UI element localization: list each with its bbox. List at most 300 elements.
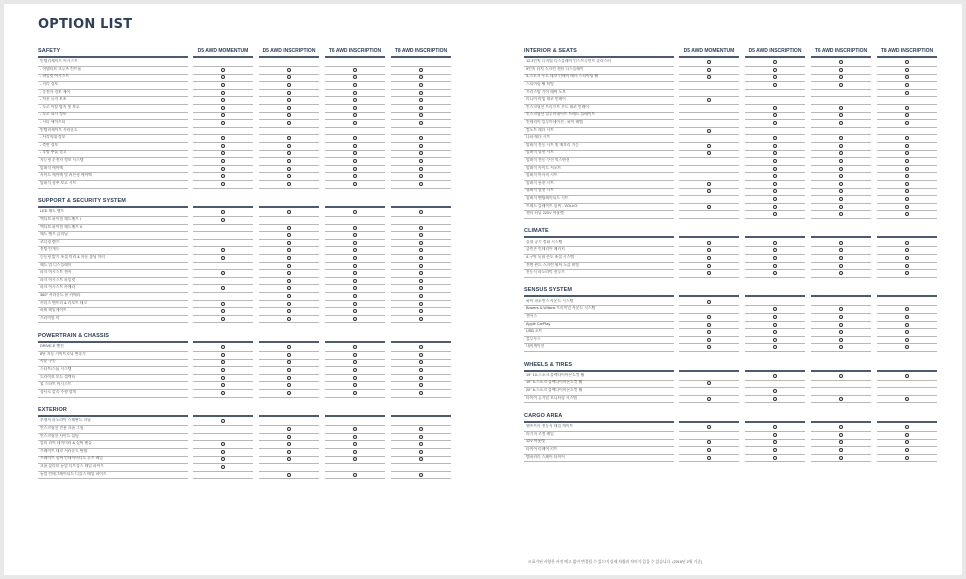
option-label: 블루투스 [526, 336, 541, 341]
standard-option-circle-icon [287, 83, 291, 87]
standard-option-circle-icon [905, 113, 909, 117]
standard-option-circle-icon [773, 144, 777, 148]
standard-option-circle-icon [839, 307, 843, 311]
rule-segment [391, 415, 451, 417]
row-divider [877, 328, 937, 329]
standard-option-circle-icon [353, 98, 357, 102]
standard-option-circle-icon [353, 360, 357, 364]
footnote: ※표기된 사양은 사전 예고 없이 변경될 수 있으며 실제 차량과 차이가 있을 수 있습니다. (2016년 2월 기준) [528, 560, 703, 564]
standard-option-circle-icon [419, 286, 423, 290]
standard-option-circle-icon [905, 151, 909, 155]
row-divider [193, 425, 253, 426]
row-divider [259, 66, 319, 67]
option-label: LED 헤드 램프 [40, 209, 65, 214]
standard-option-circle-icon [221, 83, 225, 87]
standard-option-circle-icon [707, 264, 711, 268]
row-divider [745, 254, 805, 255]
rule-segment [811, 370, 871, 372]
row-divider [325, 284, 385, 285]
standard-option-circle-icon [353, 233, 357, 237]
standard-option-circle-icon [287, 383, 291, 387]
row-divider [391, 246, 451, 247]
row-divider [391, 188, 451, 189]
row-divider [811, 172, 871, 173]
standard-option-circle-icon [221, 75, 225, 79]
standard-option-circle-icon [287, 113, 291, 117]
row-divider [877, 210, 937, 211]
row-divider [259, 277, 319, 278]
section-title: SAFETY [38, 48, 61, 54]
row-divider [679, 165, 739, 166]
section-title: CLIMATE [524, 228, 549, 235]
option-label: 12.3인치 디지털 디스플레이 인스트루먼트 클러스터 [526, 59, 611, 64]
standard-option-circle-icon [221, 419, 225, 423]
standard-option-circle-icon [839, 83, 843, 87]
standard-option-circle-icon [221, 368, 225, 372]
row-divider [745, 380, 805, 381]
row-divider [259, 231, 319, 232]
row-divider [745, 119, 805, 120]
option-label: 타이어 리페어 키트 [526, 447, 558, 452]
row-divider [325, 231, 385, 232]
row-divider [259, 478, 319, 479]
standard-option-circle-icon [287, 174, 291, 178]
row-divider [391, 81, 451, 82]
row-divider [391, 262, 451, 263]
option-label: 인스크립션 사이드 몰딩 [40, 433, 79, 438]
row-divider [259, 269, 319, 270]
row-divider [391, 104, 451, 105]
row-divider [38, 188, 188, 189]
row-divider [877, 343, 937, 344]
standard-option-circle-icon [353, 226, 357, 230]
row-divider [391, 254, 451, 255]
row-divider [193, 366, 253, 367]
standard-option-circle-icon [221, 159, 225, 163]
row-divider [391, 322, 451, 323]
standard-option-circle-icon [905, 248, 909, 252]
option-label: 핸즈프리 전동식 테일 게이트 [526, 424, 574, 429]
row-divider [679, 112, 739, 113]
row-divider [391, 366, 451, 367]
standard-option-circle-icon [353, 353, 357, 357]
standard-option-circle-icon [221, 302, 225, 306]
option-label: Bowers & Wilkins 프리미엄 사운드 시스템 [526, 306, 596, 311]
standard-option-circle-icon [353, 167, 357, 171]
rule-segment [745, 295, 805, 297]
rule-segment [325, 415, 385, 417]
standard-option-circle-icon [419, 98, 423, 102]
row-divider [325, 66, 385, 67]
row-divider [877, 431, 937, 432]
rule-segment [811, 236, 871, 238]
row-divider [325, 359, 385, 360]
option-label: 템퍼러리 스페어 타이어 [526, 454, 565, 459]
row-divider [745, 74, 805, 75]
standard-option-circle-icon [839, 248, 843, 252]
rule-segment [877, 295, 937, 297]
row-divider [811, 104, 871, 105]
standard-option-circle-icon [839, 345, 843, 349]
option-label: 인스크립션 일루미네이트 트레드 플레이트 [526, 112, 596, 117]
standard-option-circle-icon [707, 300, 711, 304]
row-divider [259, 374, 319, 375]
row-divider [745, 439, 805, 440]
standard-option-circle-icon [419, 151, 423, 155]
row-divider [259, 180, 319, 181]
standard-option-circle-icon [353, 271, 357, 275]
standard-option-circle-icon [905, 374, 909, 378]
standard-option-circle-icon [839, 159, 843, 163]
standard-option-circle-icon [773, 248, 777, 252]
standard-option-circle-icon [419, 75, 423, 79]
row-divider [391, 96, 451, 97]
row-divider [193, 74, 253, 75]
row-divider [391, 300, 451, 301]
row-divider [193, 478, 253, 479]
row-divider [811, 246, 871, 247]
row-divider [745, 395, 805, 396]
row-divider [679, 343, 739, 344]
option-label: 3-스포크 우드 데코 인레이 레더 스티어링 휠 [526, 74, 599, 79]
row-divider [325, 172, 385, 173]
row-divider [193, 239, 253, 240]
row-divider [259, 119, 319, 120]
option-label: 내비게이션 [526, 344, 545, 349]
row-divider [877, 461, 937, 462]
option-label: - 어댑티브 크루즈 컨트롤 [40, 66, 82, 71]
standard-option-circle-icon [905, 60, 909, 64]
standard-option-circle-icon [353, 174, 357, 178]
standard-option-circle-icon [839, 323, 843, 327]
row-divider [811, 157, 871, 158]
row-divider [679, 277, 739, 278]
standard-option-circle-icon [221, 442, 225, 446]
standard-option-circle-icon [905, 189, 909, 193]
row-divider [391, 142, 451, 143]
standard-option-circle-icon [707, 323, 711, 327]
row-divider [877, 351, 937, 352]
option-label: Apple CarPlay [526, 321, 551, 326]
standard-option-circle-icon [353, 241, 357, 245]
option-label: - 파일럿 어시스트 [40, 74, 70, 79]
row-divider [811, 439, 871, 440]
rule-segment [679, 56, 739, 58]
row-divider [325, 463, 385, 464]
standard-option-circle-icon [353, 317, 357, 321]
rule-segment [877, 56, 937, 58]
row-divider [259, 359, 319, 360]
standard-option-circle-icon [419, 226, 423, 230]
row-divider [679, 269, 739, 270]
row-divider [193, 433, 253, 434]
row-divider [679, 218, 739, 219]
standard-option-circle-icon [419, 264, 423, 268]
row-divider [391, 172, 451, 173]
standard-option-circle-icon [419, 442, 423, 446]
standard-option-circle-icon [707, 189, 711, 193]
row-divider [391, 471, 451, 472]
standard-option-circle-icon [353, 151, 357, 155]
row-divider [259, 315, 319, 316]
row-divider [193, 254, 253, 255]
row-divider [391, 440, 451, 441]
row-divider [259, 216, 319, 217]
row-divider [259, 96, 319, 97]
rule-segment [259, 56, 319, 58]
row-divider [391, 397, 451, 398]
standard-option-circle-icon [773, 121, 777, 125]
standard-option-circle-icon [287, 121, 291, 125]
standard-option-circle-icon [287, 241, 291, 245]
option-label: 사이드 에어백 및 커튼형 에어백 [40, 173, 92, 178]
row-divider [745, 81, 805, 82]
standard-option-circle-icon [221, 106, 225, 110]
row-divider [679, 142, 739, 143]
option-label: 4-구역 독립 온도 조절 시스템 [526, 254, 574, 259]
standard-option-circle-icon [419, 256, 423, 260]
standard-option-circle-icon [905, 448, 909, 452]
rule-segment [325, 341, 385, 343]
standard-option-circle-icon [419, 391, 423, 395]
rule-segment [259, 341, 319, 343]
standard-option-circle-icon [353, 248, 357, 252]
standard-option-circle-icon [839, 167, 843, 171]
standard-option-circle-icon [221, 151, 225, 155]
option-label: 19" 10-스포크 블랙다이아몬드컷 휠 [526, 372, 585, 377]
row-divider [193, 463, 253, 464]
row-divider [259, 351, 319, 352]
row-divider [877, 254, 937, 255]
standard-option-circle-icon [419, 473, 423, 477]
rule-segment [193, 415, 253, 417]
row-divider [259, 188, 319, 189]
row-divider [877, 246, 937, 247]
option-label: 인텔리세이프 어시스트 [40, 59, 78, 64]
standard-option-circle-icon [839, 397, 843, 401]
standard-option-circle-icon [353, 106, 357, 110]
option-label: 사륜 구동 [40, 359, 56, 364]
standard-option-circle-icon [221, 286, 225, 290]
row-divider [325, 315, 385, 316]
standard-option-circle-icon [839, 456, 843, 460]
standard-option-circle-icon [353, 91, 357, 95]
row-divider [193, 284, 253, 285]
row-divider [259, 322, 319, 323]
standard-option-circle-icon [287, 473, 291, 477]
row-divider [391, 463, 451, 464]
standard-option-circle-icon [353, 442, 357, 446]
row-divider [877, 387, 937, 388]
standard-option-circle-icon [905, 167, 909, 171]
standard-option-circle-icon [353, 75, 357, 79]
rule-segment [193, 341, 253, 343]
row-divider [811, 66, 871, 67]
standard-option-circle-icon [905, 106, 909, 110]
row-divider [679, 431, 739, 432]
row-divider [193, 180, 253, 181]
row-divider [391, 269, 451, 270]
option-label: 파워 테일게이트 [40, 308, 67, 313]
standard-option-circle-icon [287, 279, 291, 283]
row-divider [391, 389, 451, 390]
rule-segment [745, 421, 805, 423]
option-label: 러기지 고정 레일 [526, 431, 554, 436]
standard-option-circle-icon [287, 256, 291, 260]
row-divider [679, 172, 739, 173]
row-divider [259, 157, 319, 158]
row-divider [745, 127, 805, 128]
row-divider [877, 195, 937, 196]
section-title: WHEELS & TIRES [524, 361, 573, 368]
rule-segment [391, 206, 451, 208]
standard-option-circle-icon [773, 264, 777, 268]
row-divider [811, 343, 871, 344]
standard-option-circle-icon [707, 98, 711, 102]
row-divider [259, 142, 319, 143]
standard-option-circle-icon [353, 473, 357, 477]
option-label: 스타트/스톱 시스템 [40, 367, 72, 372]
row-divider [811, 165, 871, 166]
row-divider [679, 246, 739, 247]
row-divider [193, 165, 253, 166]
standard-option-circle-icon [287, 302, 291, 306]
standard-option-circle-icon [221, 317, 225, 321]
option-label: - 도로 이탈 방지 및 보호 [40, 104, 80, 109]
standard-option-circle-icon [773, 182, 777, 186]
standard-option-circle-icon [419, 368, 423, 372]
row-divider [877, 380, 937, 381]
row-divider [811, 81, 871, 82]
row-divider [877, 269, 937, 270]
standard-option-circle-icon [707, 241, 711, 245]
row-divider [811, 351, 871, 352]
row-divider [193, 448, 253, 449]
standard-option-circle-icon [287, 151, 291, 155]
row-divider [745, 454, 805, 455]
row-divider [325, 277, 385, 278]
standard-option-circle-icon [707, 381, 711, 385]
row-divider [679, 66, 739, 67]
option-label: 키리스 엔트리 & 리모트 테크 [40, 300, 88, 305]
standard-option-circle-icon [419, 167, 423, 171]
standard-option-circle-icon [287, 309, 291, 313]
option-label: - 시티 세이프티 [40, 120, 66, 125]
option-label: 프레이트 데코 서라운드 판넬 [40, 448, 88, 453]
option-label: 크롬 슬리브 듀얼 디프플스 테일 파이프 [40, 464, 104, 469]
row-divider [745, 195, 805, 196]
standard-option-circle-icon [839, 121, 843, 125]
row-divider [679, 262, 739, 263]
option-label: 앞좌석 마사지 시트 [526, 173, 558, 178]
rule-segment [811, 421, 871, 423]
standard-option-circle-icon [905, 264, 909, 268]
row-divider [811, 402, 871, 403]
row-divider [877, 81, 937, 82]
option-label: 앞좌석 경추 보호 시트 [40, 180, 77, 185]
row-divider [193, 81, 253, 82]
rule-segment [745, 236, 805, 238]
row-divider [193, 456, 253, 457]
rule-segment [38, 341, 188, 343]
row-divider [325, 157, 385, 158]
row-divider [877, 188, 937, 189]
row-divider [679, 351, 739, 352]
standard-option-circle-icon [287, 91, 291, 95]
option-label: 실내 공기 정화 시스템 [526, 239, 563, 244]
standard-option-circle-icon [287, 68, 291, 72]
standard-option-circle-icon [287, 144, 291, 148]
option-label: - 측면 경보 [40, 142, 59, 147]
row-divider [193, 142, 253, 143]
row-divider [193, 397, 253, 398]
option-label: - 사각지대 정보 [40, 135, 66, 140]
standard-option-circle-icon [221, 271, 225, 275]
row-divider [524, 218, 674, 219]
row-divider [193, 150, 253, 151]
standard-option-circle-icon [905, 205, 909, 209]
row-divider [193, 292, 253, 293]
row-divider [193, 134, 253, 135]
standard-option-circle-icon [353, 302, 357, 306]
row-divider [811, 313, 871, 314]
row-divider [325, 127, 385, 128]
row-divider [877, 172, 937, 173]
row-divider [811, 134, 871, 135]
row-divider [391, 89, 451, 90]
row-divider [391, 277, 451, 278]
row-divider [745, 262, 805, 263]
standard-option-circle-icon [773, 75, 777, 79]
row-divider [391, 478, 451, 479]
standard-option-circle-icon [707, 151, 711, 155]
row-divider [193, 172, 253, 173]
row-divider [193, 322, 253, 323]
standard-option-circle-icon [839, 106, 843, 110]
row-divider [745, 66, 805, 67]
row-divider [679, 313, 739, 314]
standard-option-circle-icon [419, 353, 423, 357]
row-divider [745, 172, 805, 173]
standard-option-circle-icon [419, 174, 423, 178]
option-label: 하이 퍼포먼스 사운드 시스템 [526, 298, 574, 303]
standard-option-circle-icon [353, 383, 357, 387]
row-divider [325, 216, 385, 217]
option-label: 리니어 라임 데코 인레이 [526, 97, 566, 102]
option-label: - 거리 경보 [40, 82, 59, 87]
standard-option-circle-icon [707, 330, 711, 334]
row-divider [193, 374, 253, 375]
rule-segment [259, 415, 319, 417]
section-title: POWERTRAIN & CHASSIS [38, 333, 110, 339]
standard-option-circle-icon [773, 189, 777, 193]
row-divider [877, 150, 937, 151]
row-divider [877, 262, 937, 263]
standard-option-circle-icon [287, 442, 291, 446]
option-label: 전면 윈드 스크린 워셔 노즐 히팅 [526, 262, 579, 267]
option-label: 능동형 밝기 조절 미러 & 자동 폴딩 미러 [40, 254, 105, 259]
row-divider [877, 112, 937, 113]
row-divider [193, 216, 253, 217]
row-divider [811, 277, 871, 278]
option-label: 앞좌석 사이드 서포트 [526, 165, 562, 170]
standard-option-circle-icon [773, 241, 777, 245]
standard-option-circle-icon [839, 113, 843, 117]
standard-option-circle-icon [773, 68, 777, 72]
row-divider [679, 195, 739, 196]
row-divider [193, 389, 253, 390]
standard-option-circle-icon [419, 159, 423, 163]
